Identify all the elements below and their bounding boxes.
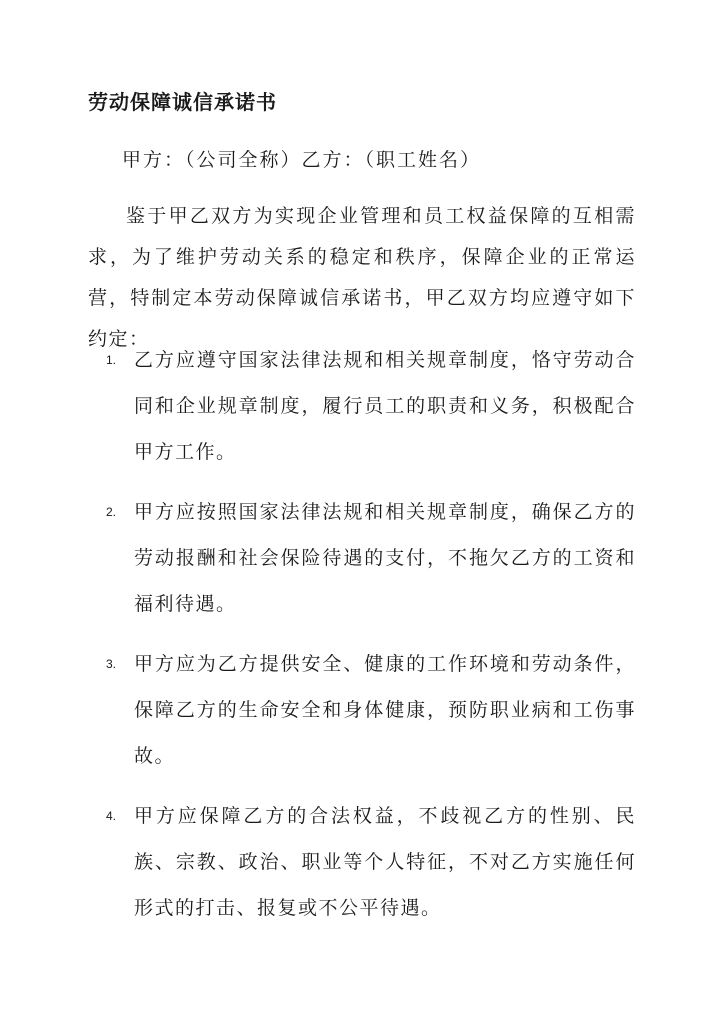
document-title: 劳动保障诚信承诺书 (88, 90, 277, 114)
list-item-text: 乙方应遵守国家法律法规和相关规章制度，恪守劳动合同和企业规章制度，履行员工的职责和义务，积极配合甲方工作。 (134, 349, 636, 463)
list-item (106, 337, 636, 475)
list-item-text: 甲方应保障乙方的合法权益，不歧视乙方的性别、民族、宗教、政治、职业等个人特征，不对乙方实施任何形式的打击、报复或不公平待遇。 (134, 805, 636, 919)
list-item (106, 489, 636, 627)
list-item-number: 2. (106, 505, 117, 519)
list-item-number: 1. (106, 353, 117, 367)
list-item-text: 甲方应按照国家法律法规和相关规章制度，确保乙方的劳动报酬和社会保险待遇的支付，不拖欠乙方的工资和福利待遇。 (134, 501, 636, 615)
commitment-list (106, 337, 636, 945)
list-item-text: 甲方应为乙方提供安全、健康的工作环境和劳动条件，保障乙方的生命安全和身体健康，预防职业病和工伤事故。 (134, 653, 636, 767)
intro-paragraph: 鉴于甲乙双方为实现企业管理和员工权益保障的互相需求，为了维护劳动关系的稳定和秩序，保障企业的正常运营，特制定本劳动保障诚信承诺书，甲乙双方均应遵守如下约定： (88, 205, 636, 350)
parties-line: 甲方：（公司全称）乙方：（职工姓名） (122, 149, 482, 171)
list-item (106, 641, 636, 779)
list-item-number: 3. (106, 657, 117, 671)
list-item (106, 793, 636, 931)
list-item-number: 4. (106, 809, 117, 823)
